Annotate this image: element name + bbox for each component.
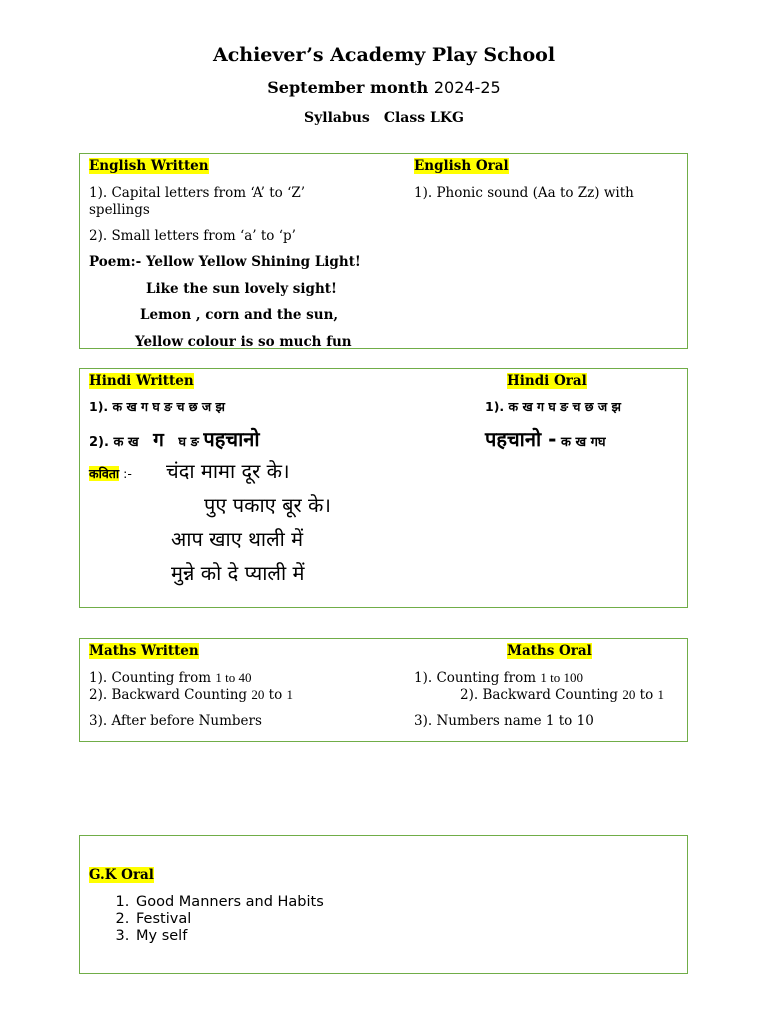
hindi-poem-line-1: चंदा मामा दूर के। [166, 459, 290, 483]
hindi-o2-small: क ख गघ [560, 435, 606, 450]
hindi-w2-big: पहचानो [203, 427, 260, 451]
english-oral-item-1: 1). Phonic sound (Aa to Zz) with [414, 185, 634, 201]
maths-o1-text: 1). Counting from [414, 670, 541, 686]
month-label: September month [267, 78, 429, 97]
maths-oral-item-3: 3). Numbers name 1 to 10 [414, 713, 594, 729]
maths-w2-text: 2). Backward Counting [89, 687, 252, 703]
hindi-w2-glyph: ग [153, 429, 164, 451]
maths-oral-item-2 [460, 687, 664, 703]
hindi-poem-line-4: मुन्ने को दे प्याली में [171, 561, 305, 585]
class-label: Class LKG [383, 110, 464, 126]
hindi-oral-item-2 [485, 427, 606, 451]
maths-o2-end: 1 [657, 687, 664, 702]
english-poem-line-2: Like the sun lovely sight! [146, 281, 337, 297]
gk-item-1: 1. Good Manners and Habits [134, 894, 324, 911]
maths-written-item-1 [89, 670, 251, 686]
gk-item-3: 3. My self [134, 928, 324, 945]
session-year: 2024-25 [433, 78, 501, 97]
english-oral-title: English Oral [414, 158, 509, 174]
hindi-section [79, 368, 688, 608]
english-written-item-1-cont: spellings [89, 202, 150, 218]
maths-o2-to: to [635, 687, 658, 703]
maths-oral-item-1 [414, 670, 583, 686]
maths-written-title: Maths Written [89, 643, 199, 659]
hindi-poem-label [89, 466, 132, 482]
hindi-o2-big: पहचानो - [485, 427, 557, 451]
hindi-oral-title: Hindi Oral [507, 373, 587, 389]
english-poem-line-3: Lemon , corn and the sun, [140, 307, 339, 323]
syllabus-label: Syllabus [304, 110, 370, 126]
english-written-item-2: 2). Small letters from ‘a’ to ‘p’ [89, 228, 296, 244]
hindi-written-item-1: 1). क ख ग घ ङ च छ ज झ [89, 399, 225, 414]
hindi-w2-prefix: 2). क ख [89, 435, 139, 450]
maths-oral-title: Maths Oral [507, 643, 592, 659]
maths-w1-text: 1). Counting from [89, 670, 216, 686]
syllabus-heading [0, 110, 768, 126]
english-written-item-1: 1). Capital letters from ‘A’ to ‘Z’ [89, 185, 306, 201]
hindi-poem-line-2: पुए पकाए बूर के। [204, 493, 331, 517]
hindi-written-item-2 [89, 427, 260, 451]
gk-item-2: 2. Festival [134, 911, 324, 928]
maths-w2-end: 1 [286, 687, 293, 702]
gk-list [112, 894, 324, 945]
school-name: Achiever’s Academy Play School [212, 44, 556, 66]
maths-o2-text: 2). Backward Counting [460, 687, 623, 703]
hindi-oral-item-1: 1). क ख ग घ ङ च छ ज झ [485, 399, 621, 414]
maths-o1-range: 1 to 100 [540, 670, 583, 685]
gk-section [79, 835, 688, 974]
month-heading [0, 78, 768, 97]
english-section [79, 153, 688, 349]
english-poem-line-1: Poem:- Yellow Yellow Shining Light! [89, 254, 361, 270]
maths-w2-from: 20 [251, 687, 265, 702]
maths-w2-to: to [264, 687, 287, 703]
maths-section [79, 638, 688, 742]
hindi-w2-mid: घ ङ [178, 435, 199, 450]
hindi-poem-separator: :- [123, 466, 132, 481]
english-poem-line-4: Yellow colour is so much fun [135, 334, 352, 349]
hindi-poem-label-text: कविता [89, 466, 120, 481]
maths-written-item-2 [89, 687, 293, 703]
english-written-title: English Written [89, 158, 209, 174]
maths-o2-from: 20 [622, 687, 636, 702]
hindi-poem-line-3: आप खाए थाली में [171, 527, 304, 551]
maths-w1-range: 1 to 40 [215, 670, 252, 685]
maths-written-item-3: 3). After before Numbers [89, 713, 262, 729]
hindi-written-title: Hindi Written [89, 373, 194, 389]
gk-oral-title: G.K Oral [89, 867, 154, 883]
